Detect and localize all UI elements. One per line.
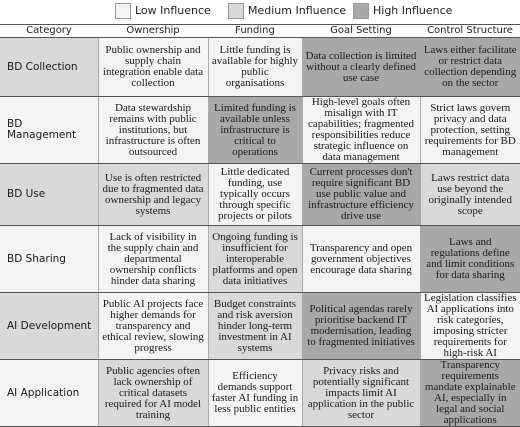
goal-setting-cell: Current processes don't require significant BD use public value and infrastructure efficiency drive use bbox=[302, 164, 420, 226]
control-structure-cell: Transparency requirements mandate explainable AI, especially in legal and social applications bbox=[420, 360, 520, 427]
column-header-ownership: Ownership bbox=[98, 25, 208, 38]
table-header-row bbox=[0, 25, 520, 38]
ownership-cell: Public AI projects face higher demands for transparency and ethical review, slowing progress bbox=[98, 293, 208, 360]
influence-table bbox=[0, 24, 520, 427]
row-category-cell: AI Application bbox=[0, 360, 98, 427]
legend-label-low: Low Influence bbox=[135, 4, 211, 17]
table-row bbox=[0, 226, 520, 293]
ownership-cell: Data stewardship remains with public institutions, but infrastructure is often outsourced bbox=[98, 97, 208, 164]
legend-label-medium: Medium Influence bbox=[248, 4, 347, 17]
high-influence-swatch bbox=[353, 3, 369, 19]
table-row bbox=[0, 38, 520, 97]
goal-setting-cell: Transparency and open government objectives encourage data sharing bbox=[302, 226, 420, 293]
row-category-cell: BD Collection bbox=[0, 38, 98, 97]
funding-cell: Little funding is available for highly public organisations bbox=[208, 38, 302, 97]
table-row bbox=[0, 360, 520, 427]
column-header-category: Category bbox=[0, 25, 98, 38]
funding-cell: Limited funding is available unless infrastructure is critical to operations bbox=[208, 97, 302, 164]
row-category-cell: BD Sharing bbox=[0, 226, 98, 293]
low-influence-swatch bbox=[115, 3, 131, 19]
control-structure-cell: Laws either facilitate or restrict data collection depending on the sector bbox=[420, 38, 520, 97]
control-structure-cell: Strict laws govern privacy and data protection, setting requirements for BD management bbox=[420, 97, 520, 164]
legend bbox=[0, 0, 520, 22]
ownership-cell: Public ownership and supply chain integration enable data collection bbox=[98, 38, 208, 97]
column-header-control-structure: Control Structure bbox=[420, 25, 520, 38]
funding-cell: Little dedicated funding, use typically occurs through specific projects or pilots bbox=[208, 164, 302, 226]
row-category-cell: BD Use bbox=[0, 164, 98, 226]
control-structure-cell: Laws restrict data use beyond the originally intended scope bbox=[420, 164, 520, 226]
column-header-goal-setting: Goal Setting bbox=[302, 25, 420, 38]
row-category-cell: BD Management bbox=[0, 97, 98, 164]
table-row bbox=[0, 97, 520, 164]
goal-setting-cell: Political agendas rarely prioritise backend IT modernisation, leading to fragmented initiatives bbox=[302, 293, 420, 360]
table-row bbox=[0, 164, 520, 226]
funding-cell: Efficiency demands support faster AI funding in less public entities bbox=[208, 360, 302, 427]
funding-cell: Budget constraints and risk aversion hinder long-term investment in AI systems bbox=[208, 293, 302, 360]
ownership-cell: Lack of visibility in the supply chain and departmental ownership conflicts hinder data sharing bbox=[98, 226, 208, 293]
ownership-cell: Use is often restricted due to fragmented data ownership and legacy systems bbox=[98, 164, 208, 226]
legend-label-high: High Influence bbox=[373, 4, 453, 17]
row-category-cell: AI Development bbox=[0, 293, 98, 360]
goal-setting-cell: High-level goals often misalign with IT capabilities; fragmented responsibilities reduce strategic influence on data management bbox=[302, 97, 420, 164]
ownership-cell: Public agencies often lack ownership of critical datasets required for AI model training bbox=[98, 360, 208, 427]
table-row bbox=[0, 293, 520, 360]
goal-setting-cell: Data collection is limited without a clearly defined use case bbox=[302, 38, 420, 97]
control-structure-cell: Laws and regulations define and limit conditions for data sharing bbox=[420, 226, 520, 293]
column-header-funding: Funding bbox=[208, 25, 302, 38]
medium-influence-swatch bbox=[228, 3, 244, 19]
control-structure-cell: Legislation classifies AI applications into risk categories, imposing stricter requirements for high-risk AI bbox=[420, 293, 520, 360]
funding-cell: Ongoing funding is insufficient for interoperable platforms and open data initiatives bbox=[208, 226, 302, 293]
goal-setting-cell: Privacy risks and potentially significant impacts limit AI application in the public sector bbox=[302, 360, 420, 427]
